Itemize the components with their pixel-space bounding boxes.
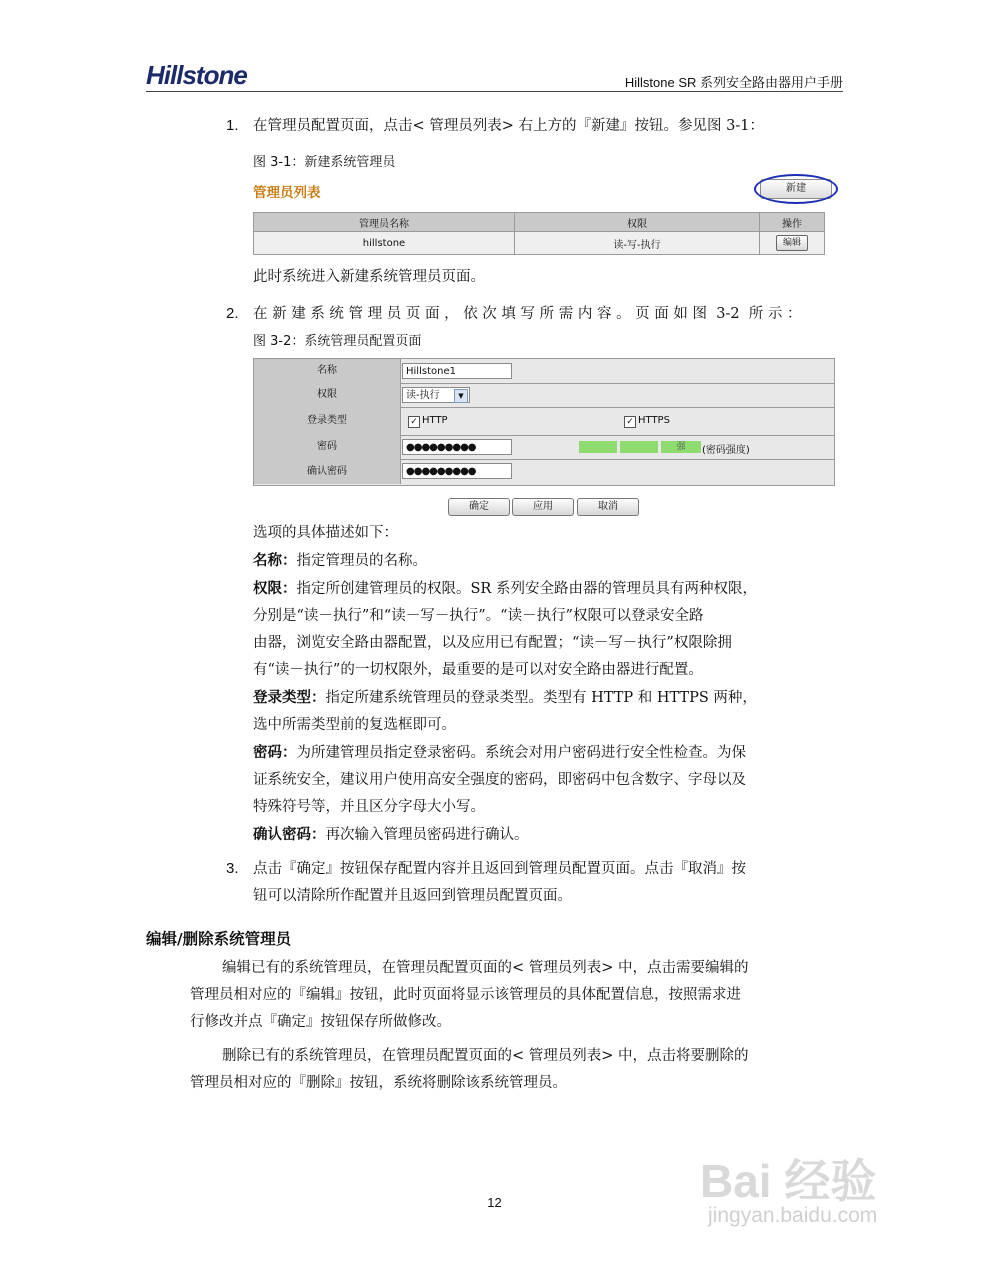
para-line: 删除已有的系统管理员，在管理员配置页面的< 管理员列表> 中，点击将要删除的: [222, 1048, 749, 1064]
label-permission: 权限: [254, 383, 401, 407]
step2-number: 2.: [226, 305, 239, 322]
desc-line: 特殊符号等，并且区分字母大小写。: [253, 799, 485, 815]
edit-button[interactable]: 编辑: [776, 235, 808, 251]
desc-permission: [253, 575, 853, 684]
cell-name: hillstone: [254, 232, 515, 255]
step3-text: [253, 856, 853, 910]
col-header-name: 管理员名称: [254, 213, 515, 232]
new-button[interactable]: 新建: [760, 179, 832, 199]
hillstone-logo: Hillstone: [146, 60, 247, 90]
chevron-down-icon: ▼: [454, 389, 468, 403]
admin-table: [253, 212, 825, 255]
para-line: 行修改并点『确定』按钮保存所做修改。: [190, 1014, 451, 1030]
section-heading: 编辑/删除系统管理员: [146, 930, 292, 948]
desc-line: 为所建管理员指定登录密码。系统会对用户密码进行安全性检查。为保: [296, 745, 746, 761]
password-input[interactable]: ●●●●●●●●●: [402, 439, 512, 455]
checkmark-icon: ✓: [626, 417, 634, 427]
baidu-watermark-url: jingyan.baidu.com: [708, 1204, 878, 1227]
step1-text: 在管理员配置页面，点击< 管理员列表> 右上方的『新建』按钮。参见图 3-1：: [253, 118, 764, 134]
desc-login-type: [253, 684, 853, 739]
label-name: 名称: [254, 359, 401, 383]
section-para2: [190, 1043, 850, 1097]
cell-action: [760, 232, 825, 255]
https-checkbox[interactable]: [624, 416, 636, 428]
term-confirm: 确认密码：: [253, 826, 326, 843]
checkmark-icon: ✓: [410, 417, 418, 427]
step3-line: 钮可以清除所作配置并且返回到管理员配置页面。: [253, 888, 572, 904]
admin-config-form: [253, 358, 835, 486]
fig1-caption: 图 3-1：新建系统管理员: [253, 155, 396, 170]
highlight-ring: [754, 174, 838, 204]
strength-bar-1: [579, 441, 617, 453]
cancel-button[interactable]: 取消: [577, 498, 639, 516]
desc-line: 有“读－执行”的一切权限外，最重要的是可以对安全路由器进行配置。: [253, 662, 703, 678]
desc-line: 分别是“读－执行”和“读－写－执行”。“读－执行”权限可以登录安全路: [253, 608, 704, 624]
https-label: HTTPS: [638, 415, 670, 426]
cell-permission: 读-写-执行: [515, 232, 760, 255]
desc-line: 由器，浏览安全路由器配置，以及应用已有配置；“读－写－执行”权限除拥: [253, 635, 732, 651]
apply-button[interactable]: 应用: [512, 498, 574, 516]
para-line: 管理员相对应的『删除』按钮，系统将删除该系统管理员。: [190, 1075, 567, 1091]
step2-text: 在 新 建 系 统 管 理 员 页 面 ， 依 次 填 写 所 需 内 容 。 页 面 如 图 3-2 所 示 ：: [253, 306, 802, 322]
desc-line: 指定所创建管理员的权限。SR 系列安全路由器的管理员具有两种权限，: [296, 581, 757, 597]
term-name: 名称：: [253, 552, 297, 569]
step3-line: 点击『确定』按钮保存配置内容并且返回到管理员配置页面。点击『取消』按: [253, 861, 746, 877]
http-checkbox[interactable]: [408, 416, 420, 428]
label-confirm-password: 确认密码: [254, 459, 401, 484]
strength-bar-3: 强: [661, 441, 701, 453]
name-input[interactable]: Hillstone1: [402, 363, 512, 379]
desc-confirm: [253, 821, 529, 849]
admin-list-title: 管理员列表: [253, 185, 321, 201]
term-permission: 权限：: [253, 580, 297, 597]
desc-line: 指定所建系统管理员的登录类型。类型有 HTTP 和 HTTPS 两种，: [325, 690, 757, 706]
desc-name-text: 指定管理员的名称。: [296, 553, 427, 569]
desc-name: [253, 547, 427, 575]
term-login-type: 登录类型：: [253, 689, 326, 706]
table-row: [254, 232, 825, 255]
desc-intro: 选项的具体描述如下：: [253, 525, 398, 541]
desc-confirm-text: 再次输入管理员密码进行确认。: [325, 827, 529, 843]
permission-select[interactable]: [402, 387, 470, 403]
header-title: Hillstone SR 系列安全路由器用户手册: [624, 75, 843, 90]
desc-password: [253, 739, 853, 821]
col-header-permission: 权限: [515, 213, 760, 232]
confirm-password-input[interactable]: ●●●●●●●●●: [402, 463, 512, 479]
ok-button[interactable]: 确定: [448, 498, 510, 516]
http-label: HTTP: [422, 415, 448, 426]
term-password: 密码：: [253, 744, 297, 761]
para-line: 管理员相对应的『编辑』按钮，此时页面将显示该管理员的具体配置信息，按照需求进: [190, 987, 741, 1003]
header-rule: [146, 91, 843, 92]
col-header-action: 操作: [760, 213, 825, 232]
desc-line: 证系统安全，建议用户使用高安全强度的密码，即密码中包含数字、字母以及: [253, 772, 746, 788]
section-para1: [190, 955, 850, 1036]
after-fig1-text: 此时系统进入新建系统管理员页面。: [253, 269, 485, 285]
step1-number: 1.: [226, 117, 239, 134]
label-password: 密码: [254, 435, 401, 459]
page-number: 12: [487, 1195, 502, 1210]
permission-value: 读-执行: [406, 390, 440, 401]
step3-number: 3.: [226, 860, 239, 877]
baidu-watermark-logo: Bai 经验: [700, 1155, 877, 1207]
fig2-caption: 图 3-2：系统管理员配置页面: [253, 334, 422, 349]
label-login-type: 登录类型: [254, 407, 401, 435]
desc-line: 选中所需类型前的复选框即可。: [253, 717, 456, 733]
strength-bar-2: [620, 441, 658, 453]
para-line: 编辑已有的系统管理员，在管理员配置页面的< 管理员列表> 中，点击需要编辑的: [222, 960, 749, 976]
strength-label: (密码强度): [702, 445, 750, 456]
